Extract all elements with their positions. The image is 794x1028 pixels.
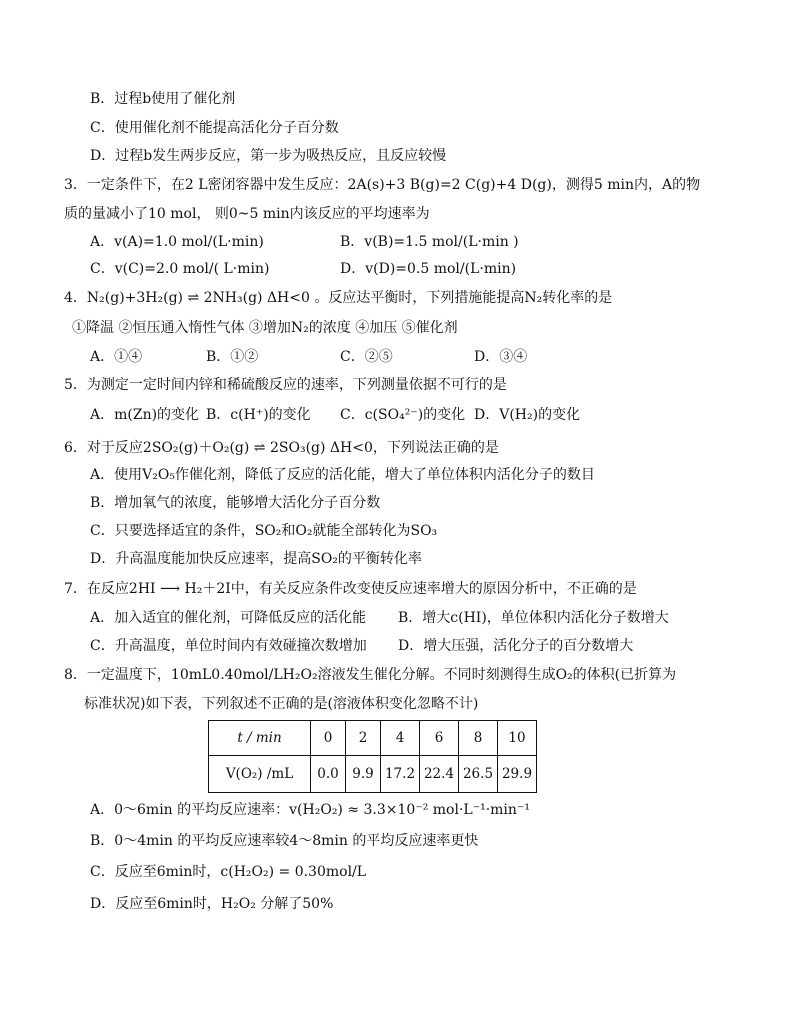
q3-stem-line2: 质的量减小了10 mol， 则0~5 min内该反应的平均速率为 <box>64 206 430 222</box>
q5-option-a: A．m(Zn)的变化 <box>90 407 200 423</box>
table-cell: 0.0 <box>311 756 346 793</box>
q7-option-a: A．加入适宜的催化剂，可降低反应的活化能 <box>90 610 367 626</box>
table-cell: 26.5 <box>459 756 498 793</box>
table-cell: 22.4 <box>420 756 459 793</box>
q7-stem: 7．在反应2HI ⟶ H₂＋2I中，有关反应条件改变使反应速率增大的原因分析中，不正确的是 <box>64 581 637 597</box>
q4-stem: 4．N₂(g)+3H₂(g) ⇌ 2NH₃(g) ΔH<0 。反应达平衡时，下列措施能提高N₂转化率的是 <box>64 290 613 306</box>
table-cell: 10 <box>498 721 537 756</box>
q4-items: ①降温 ②恒压通入惰性气体 ③增加N₂的浓度 ④加压 ⑤催化剂 <box>72 320 458 336</box>
table-row-volume <box>209 756 537 793</box>
q4-option-d: D．③④ <box>474 349 528 365</box>
q8-option-c: C．反应至6min时，c(H₂O₂) = 0.30mol/L <box>90 864 367 880</box>
q2-option-d: D．过程b发生两步反应，第一步为吸热反应，且反应较慢 <box>90 148 447 164</box>
table-row-time <box>209 721 537 756</box>
q8-option-d: D．反应至6min时，H₂O₂ 分解了50% <box>90 896 334 912</box>
q5-option-d: D．V(H₂)的变化 <box>474 407 581 423</box>
q6-stem: 6．对于反应2SO₂(g)＋O₂(g) ⇌ 2SO₃(g) ΔH<0，下列说法正确的是 <box>64 440 499 456</box>
q8-option-b: B．0～4min 的平均反应速率较4～8min 的平均反应速率更快 <box>90 833 479 849</box>
q4-option-a: A．①④ <box>90 349 143 365</box>
q6-option-b: B．增加氧气的浓度，能够增大活化分子百分数 <box>90 495 381 511</box>
q6-option-a: A．使用V₂O₅作催化剂，降低了反应的活化能，增大了单位体积内活化分子的数目 <box>90 467 595 483</box>
table-cell: 4 <box>381 721 420 756</box>
q3-option-c: C．v(C)=2.0 mol/( L·min) <box>90 261 270 277</box>
q3-stem-line1: 3．一定条件下，在2 L密闭容器中发生反应：2A(s)+3 B(g)=2 C(g)+4 D(g)，测得5 min内，A的物 <box>64 177 701 193</box>
table-cell: 2 <box>346 721 381 756</box>
table-cell: 29.9 <box>498 756 537 793</box>
q4-option-c: C．②⑤ <box>340 349 393 365</box>
data-table <box>208 720 537 793</box>
q5-option-b: B．c(H⁺)的变化 <box>206 407 311 423</box>
q8-stem-line2: 标准状况)如下表，下列叙述不正确的是(溶液体积变化忽略不计) <box>84 696 479 712</box>
table-cell: 9.9 <box>346 756 381 793</box>
q3-option-a: A．v(A)=1.0 mol/(L·min) <box>90 234 264 250</box>
q7-option-d: D．增大压强，活化分子的百分数增大 <box>398 638 634 654</box>
q2-option-c: C．使用催化剂不能提高活化分子百分数 <box>90 120 339 136</box>
q5-stem: 5．为测定一定时间内锌和稀硫酸反应的速率，下列测量依据不可行的是 <box>64 377 507 393</box>
table-row-label: V(O₂) /mL <box>209 756 311 793</box>
q6-option-c: C．只要选择适宜的条件，SO₂和O₂就能全部转化为SO₃ <box>90 523 438 539</box>
q6-option-d: D．升高温度能加快反应速率，提高SO₂的平衡转化率 <box>90 551 422 567</box>
table-cell: 6 <box>420 721 459 756</box>
table-header-label: t / min <box>209 721 311 756</box>
q4-option-b: B．①② <box>206 349 259 365</box>
q7-option-b: B．增大c(HI)，单位体积内活化分子数增大 <box>398 610 669 626</box>
q8-option-a: A．0～6min 的平均反应速率：v(H₂O₂) ≈ 3.3×10⁻² mol·L⁻¹·min⁻¹ <box>90 802 530 818</box>
q8-stem-line1: 8．一定温度下，10mL0.40mol/LH₂O₂溶液发生催化分解。不同时刻测得生成O₂的体积(已折算为 <box>64 667 677 683</box>
table-cell: 17.2 <box>381 756 420 793</box>
q7-option-c: C．升高温度，单位时间内有效碰撞次数增加 <box>90 638 367 654</box>
table-cell: 8 <box>459 721 498 756</box>
q3-option-d: D．v(D)=0.5 mol/(L·min) <box>340 261 517 277</box>
q5-option-c: C．c(SO₄²⁻)的变化 <box>340 407 466 423</box>
q3-option-b: B．v(B)=1.5 mol/(L·min ) <box>340 234 519 250</box>
table-cell: 0 <box>311 721 346 756</box>
q2-option-b: B．过程b使用了催化剂 <box>90 91 236 107</box>
